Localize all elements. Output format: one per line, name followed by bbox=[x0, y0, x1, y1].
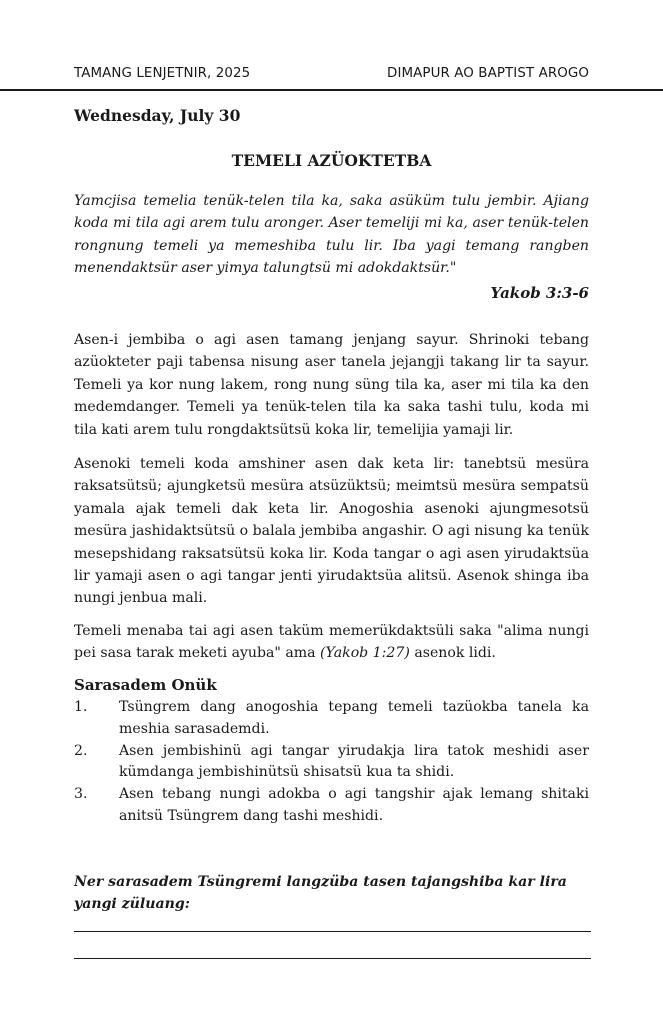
list-item-number: 2. bbox=[74, 742, 88, 759]
list-item-text: Asen jembishinü agi tangar yirudakja lira tatok meshidi aser kümdanga jembishinütsü shisatsü kua ta shidi. bbox=[119, 742, 589, 781]
devotion-date: Wednesday, July 30 bbox=[74, 106, 241, 125]
header-left-title: TAMANG LENJETNIR, 2025 bbox=[74, 66, 251, 81]
paragraph-3-text-start: Temeli menaba tai agi asen taküm memerükdaktsüli saka "alima nungi pei sasa tarak meketi ayuba" ama bbox=[74, 623, 589, 662]
list-item-number: 3. bbox=[74, 786, 88, 803]
inline-scripture-reference: (Yakob 1:27) bbox=[320, 645, 410, 662]
list-item-number: 1. bbox=[74, 699, 88, 715]
list-item-text: Asen tebang nungi adokba o agi tangshir ajak lemang shitaki anitsü Tsüngrem dang tashi meshidi. bbox=[119, 786, 589, 824]
paragraph-3-text-end: asenok lidi. bbox=[409, 645, 496, 662]
list-item bbox=[74, 784, 589, 828]
list-item-text: Tsüngrem dang anogoshia tepang temeli tazüokba tanela ka meshia sarasademdi. bbox=[119, 699, 589, 737]
list-item bbox=[74, 741, 589, 785]
writing-line-1[interactable] bbox=[74, 931, 591, 932]
reflection-prompt: Ner sarasadem Tsüngremi langzüba tasen tajangshiba kar lira yangi züluang: bbox=[74, 874, 567, 912]
prayer-points-list bbox=[74, 697, 589, 828]
list-item bbox=[74, 697, 589, 741]
writing-line-2[interactable] bbox=[74, 958, 591, 959]
body-paragraph-1: Asen-i jembiba o agi asen tamang jenjang sayur. Shrinoki tebang azüokteter paji tabensa nisung aser tanela jejangji takang lir ta sayur. Temeli ya kor nung lakem, rong nung süng tila ka, aser mi tila ka den medemdanger. Temeli ya tenük-telen tila ka saka tashi tulu, koda mi tila kati arem tulu rongdaktsütsü koka lir, temelijia yamaji lir. bbox=[74, 332, 589, 438]
header-right-title: DIMAPUR AO BAPTIST AROGO bbox=[387, 66, 589, 81]
body-paragraph-2: Asenoki temeli koda amshiner asen dak keta lir: tanebtsü mesüra raksatsütsü; ajungketsü mesüra atsüzüktsü; meimtsü mesüra sempatsü yamala ajak temeli dak keta lir. Anogoshia asenoki ajungmesotsü mesüra jashidaktsütsü o balala jembiba angashir. O agi nisung ka tenük mesepshidang raksatsütsü koka lir. Koda tangar o agi asen yirudaktsüa lir yamaji asen o agi tangar jenti yirudaktsüa alitsü. Asenok shinga iba nungi jenbua mali. bbox=[74, 456, 589, 607]
body-paragraph-3 bbox=[74, 620, 589, 665]
running-header bbox=[74, 66, 589, 81]
devotion-title: TEMELI AZÜOKTETBA bbox=[231, 151, 432, 170]
header-rule bbox=[0, 89, 663, 91]
scripture-reference: Yakob 3:3-6 bbox=[490, 284, 589, 302]
scripture-verse: Yamcjisa temelia tenük-telen tila ka, saka asüküm tulu jembir. Ajiang koda mi tila agi arem tulu aronger. Aser temeliji mi ka, aser tenük-telen rongnung temeli ya memeshiba tulu lir. Iba yagi temang rangben menendaktsür aser yimya talungtsü mi adokdaktsür." bbox=[74, 193, 589, 277]
section-heading: Sarasadem Onük bbox=[74, 676, 217, 694]
